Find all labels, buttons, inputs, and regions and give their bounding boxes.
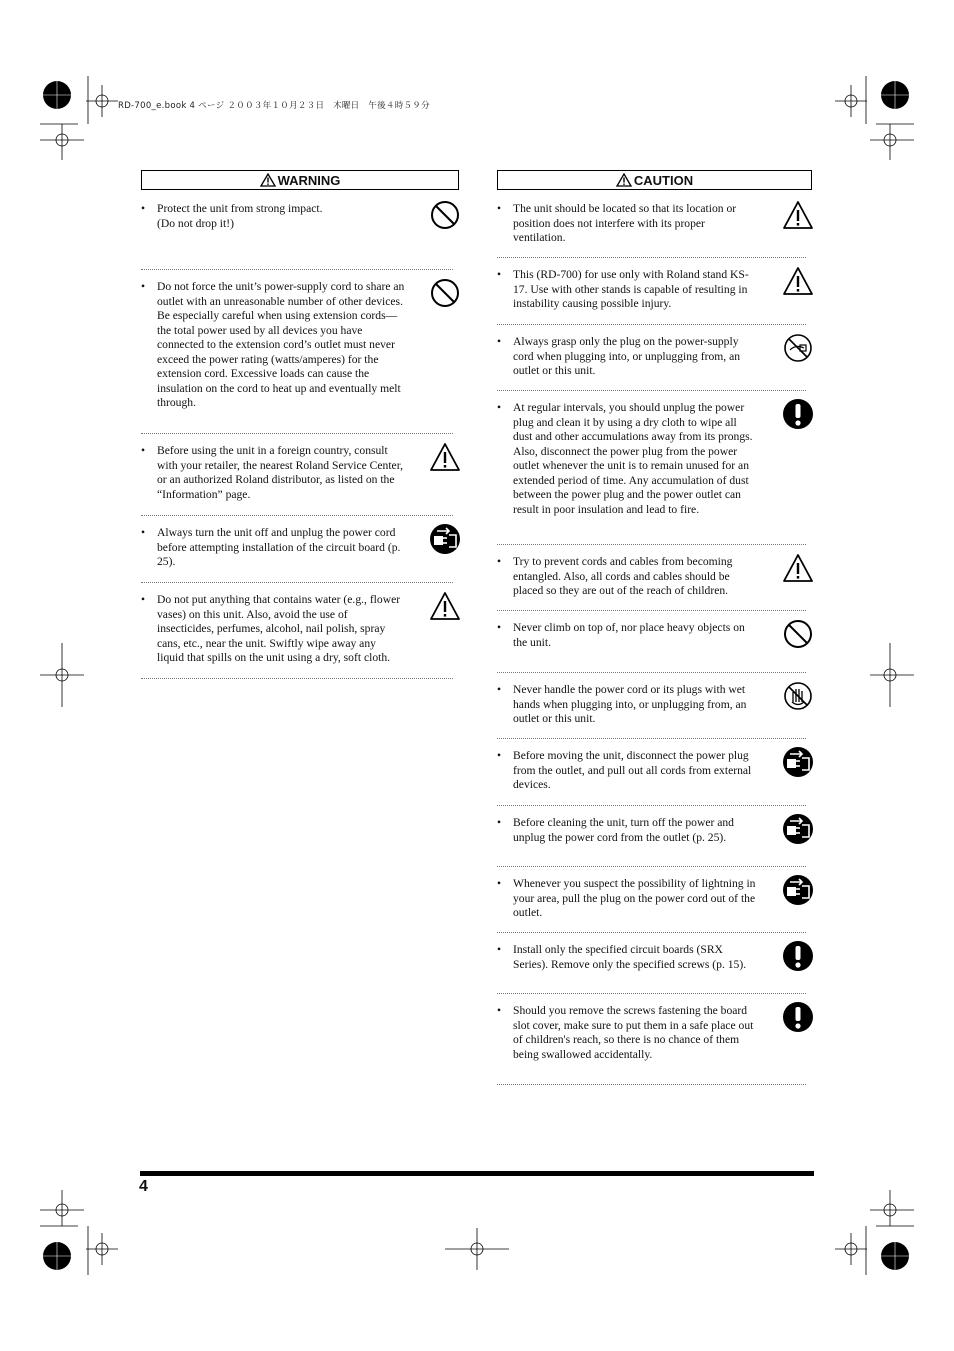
- caution-item-text: • Install only the specified circuit boards (SRX Series). Remove only the specified screws (p. 15).: [497, 943, 806, 972]
- warning-item: [141, 593, 453, 679]
- caution-item-text: • At regular intervals, you should unplug the power plug and clean it by using a dry cloth to wipe all dust and other accumulations away from its prongs. Also, disconnect the power plug from the power outlet whenever the unit is to remain unused for an extended period of time. Any accumulation of dust between the power plug and the power outlet can result in poor insulation and lead to fire.: [497, 401, 806, 517]
- mandatory-icon: [782, 398, 814, 430]
- caution-item: [497, 816, 806, 867]
- caution-item: [497, 621, 806, 673]
- caution-triangle-icon: [782, 265, 814, 297]
- warning-title: WARNING: [277, 172, 341, 188]
- unplug-icon: [429, 523, 461, 555]
- warning-item-text: • Do not force the unit’s power-supply cord to share an outlet with an unreasonable number of other devices. Be especially careful when using extension cords—the total power used by all devices you have connected to the extension cord’s outlet must never exceed the power rating (watts/amperes) for the extension cord. Excessive loads can cause the insulation on the cord to heat up and eventually melt through.: [141, 280, 453, 411]
- warning-section: [141, 170, 459, 679]
- caution-triangle-icon: [429, 441, 461, 473]
- page-number: 4: [139, 1178, 148, 1195]
- unplug-icon: [782, 813, 814, 845]
- caution-item: [497, 943, 806, 994]
- caution-item-text: • Whenever you suspect the possibility of lightning in your area, pull the plug on the power cord out of the outlet.: [497, 877, 806, 921]
- footer-rule: [140, 1171, 814, 1176]
- caution-triangle-icon: [782, 199, 814, 231]
- caution-item: [497, 1004, 806, 1085]
- caution-item-text: • Try to prevent cords and cables from becoming entangled. Also, all cords and cables should be placed so they are out of the reach of children.: [497, 555, 806, 599]
- unplug-icon: [782, 746, 814, 778]
- unplug-icon: [782, 874, 814, 906]
- caution-item: [497, 749, 806, 806]
- caution-item: [497, 401, 806, 545]
- caution-item-text: • Never handle the power cord or its plugs with wet hands when plugging into, or unplugging from, an outlet or this unit.: [497, 683, 806, 727]
- caution-item-text: • This (RD-700) for use only with Roland stand KS-17. Use with other stands is capable of resulting in instability causing possible injury.: [497, 268, 806, 312]
- prohibited-icon: [429, 277, 461, 309]
- mandatory-icon: [782, 940, 814, 972]
- caution-item: [497, 555, 806, 611]
- warning-triangle-icon: [260, 173, 276, 187]
- caution-item: [497, 877, 806, 933]
- caution-item-text: • Before moving the unit, disconnect the power plug from the outlet, and pull out all cords from external devices.: [497, 749, 806, 793]
- warning-item: [141, 526, 453, 583]
- caution-item-text: • Never climb on top of, nor place heavy objects on the unit.: [497, 621, 806, 650]
- no-pull-cord-icon: [782, 332, 814, 364]
- caution-title: CAUTION: [633, 172, 694, 188]
- warning-item-text: • Always turn the unit off and unplug the power cord before attempting installation of the circuit board (p. 25).: [141, 526, 453, 570]
- caution-banner: [497, 170, 812, 190]
- warning-item: [141, 280, 453, 434]
- printer-header: RD-700_e.book 4 ページ ２００３年１０月２３日 木曜日 午後４時５９分: [118, 101, 430, 111]
- prohibited-icon: [429, 199, 461, 231]
- warning-item: [141, 444, 453, 516]
- warning-item-text: • Protect the unit from strong impact. (Do not drop it!): [141, 202, 453, 231]
- prohibited-icon: [782, 618, 814, 650]
- caution-triangle-icon: [782, 552, 814, 584]
- caution-item: [497, 202, 806, 258]
- caution-triangle-icon: [616, 173, 632, 187]
- mandatory-icon: [782, 1001, 814, 1033]
- warning-item: [141, 202, 453, 270]
- caution-item-text: • Always grasp only the plug on the power-supply cord when plugging into, or unplugging from, an outlet or this unit.: [497, 335, 806, 379]
- caution-item: [497, 683, 806, 739]
- caution-item-text: • Before cleaning the unit, turn off the power and unplug the power cord from the outlet (p. 25).: [497, 816, 806, 845]
- warning-banner: [141, 170, 459, 190]
- no-wet-hands-icon: [782, 680, 814, 712]
- caution-item: [497, 335, 806, 391]
- caution-item-text: • Should you remove the screws fastening the board slot cover, make sure to put them in a safe place out of children's reach, so there is no chance of them being swallowed accidentally.: [497, 1004, 806, 1062]
- caution-triangle-icon: [429, 590, 461, 622]
- warning-item-text: • Do not put anything that contains water (e.g., flower vases) on this unit. Also, avoid the use of insecticides, perfumes, alcohol, nail polish, spray cans, etc., near the unit. Swiftly wipe away any liquid that spills on the unit using a dry, soft cloth.: [141, 593, 453, 666]
- caution-section: [497, 170, 812, 1085]
- caution-item-text: • The unit should be located so that its location or position does not interfere with its proper ventilation.: [497, 202, 806, 246]
- warning-item-text: • Before using the unit in a foreign country, consult with your retailer, the nearest Roland Service Center, or an authorized Roland distributor, as listed on the “Information” page.: [141, 444, 453, 502]
- caution-item: [497, 268, 806, 325]
